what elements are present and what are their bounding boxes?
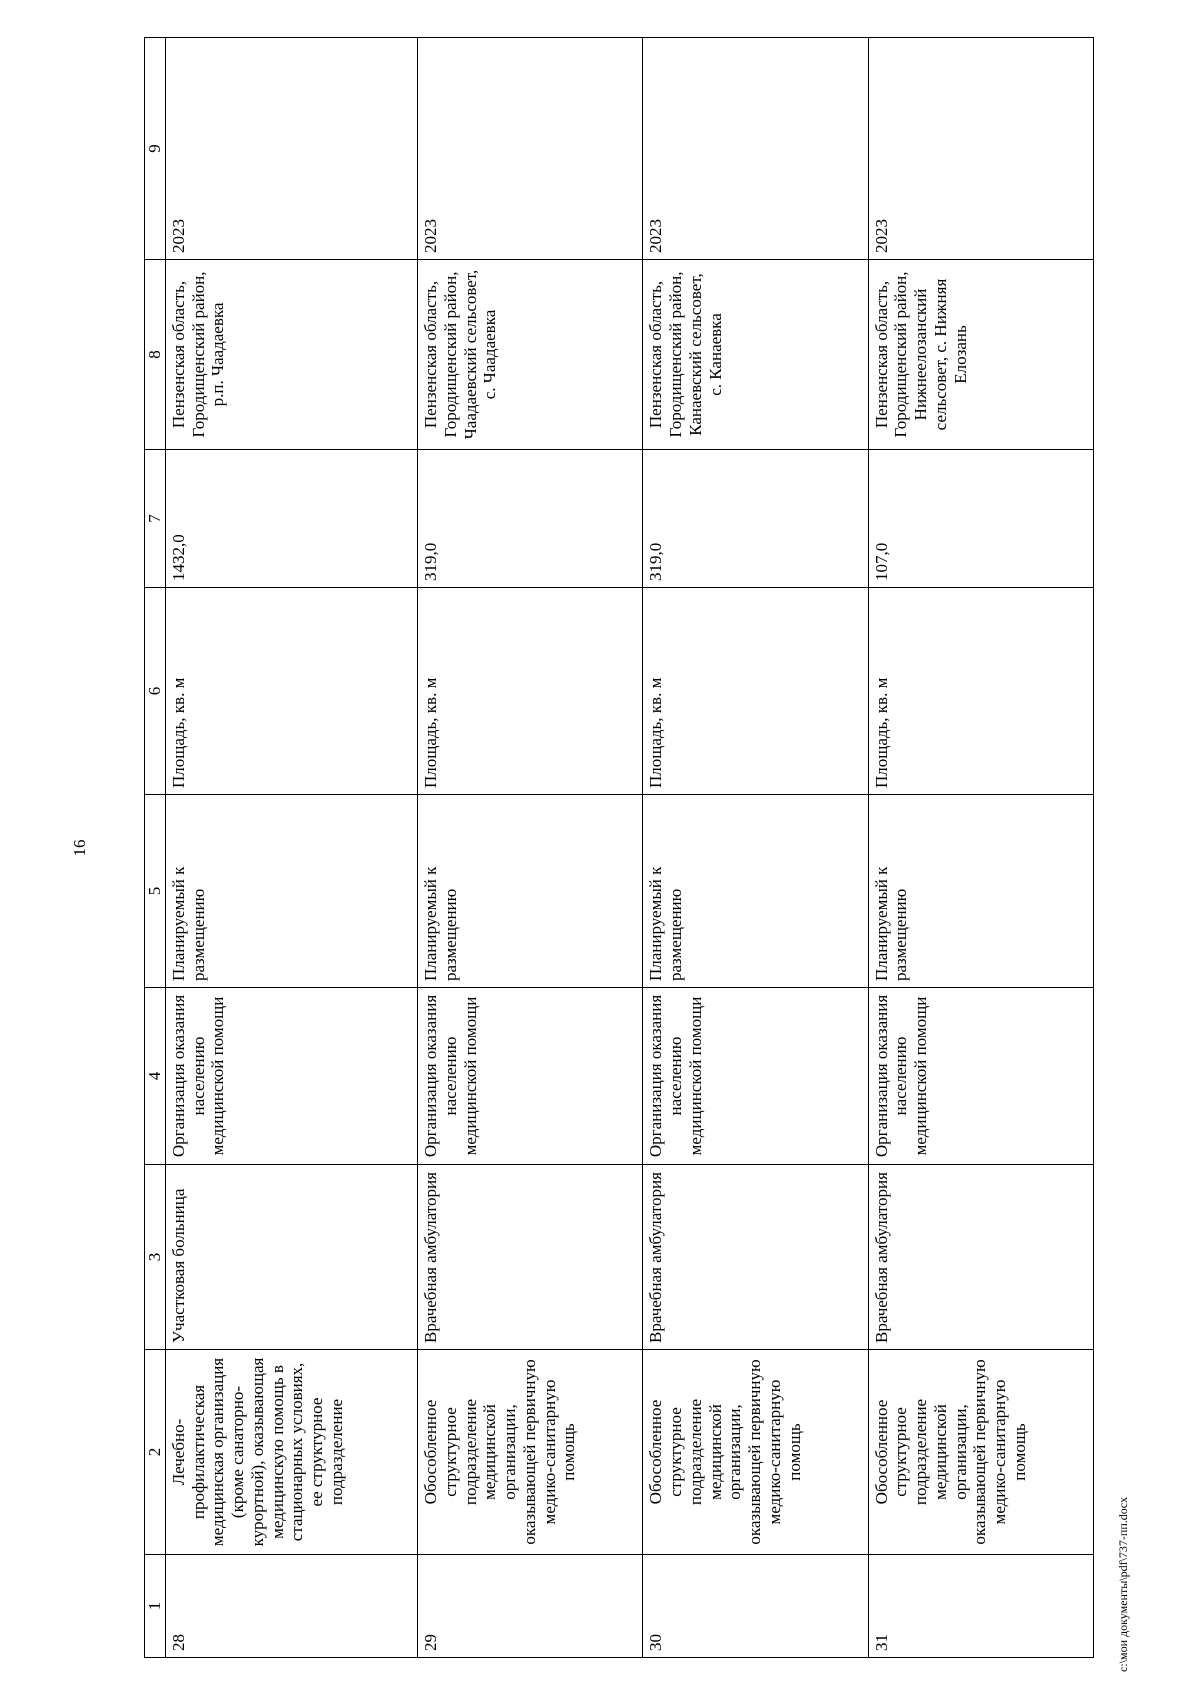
object-type-cell: Обособленное структурное подразделение медицинской организации, оказывающей первичную медико-санитарную помощь <box>643 1350 868 1555</box>
purpose-cell: Организация оказания населению медицинской помощи <box>166 988 418 1165</box>
column-number: 2 <box>145 1350 166 1555</box>
value-cell: 319,0 <box>418 450 643 588</box>
value-cell: 1432,0 <box>166 450 418 588</box>
object-name-cell: Участковая больница <box>166 1165 418 1350</box>
column-number: 7 <box>145 450 166 588</box>
object-type-cell: Лечебно-профилактическая медицинская организация (кроме санаторно-курортной), оказывающая медицинскую помощь в стационарных условиях, ее структурное подразделение <box>166 1350 418 1555</box>
purpose-cell: Организация оказания населению медицинской помощи <box>868 988 1093 1165</box>
status-cell: Планируемый к размещению <box>643 795 868 988</box>
year-cell: 2023 <box>166 38 418 260</box>
column-number-row <box>145 38 166 1658</box>
indicator-cell: Площадь, кв. м <box>418 588 643 795</box>
indicator-cell: Площадь, кв. м <box>868 588 1093 795</box>
row-number-cell: 31 <box>868 1555 1093 1658</box>
column-number: 3 <box>145 1165 166 1350</box>
column-number: 4 <box>145 988 166 1165</box>
purpose-cell: Организация оказания населению медицинской помощи <box>418 988 643 1165</box>
column-number: 9 <box>145 38 166 260</box>
row-number-cell: 28 <box>166 1555 418 1658</box>
object-name-cell: Врачебная амбулатория <box>418 1165 643 1350</box>
column-number: 5 <box>145 795 166 988</box>
object-type-cell: Обособленное структурное подразделение медицинской организации, оказывающей первичную медико-санитарную помощь <box>418 1350 643 1555</box>
location-cell: Пензенская область, Городищенский район, Канаевский сельсовет, с. Канаевка <box>643 260 868 450</box>
location-cell: Пензенская область, Городищенский район, р.п. Чаадаевка <box>166 260 418 450</box>
status-cell: Планируемый к размещению <box>166 795 418 988</box>
year-cell: 2023 <box>643 38 868 260</box>
year-cell: 2023 <box>418 38 643 260</box>
purpose-cell: Организация оказания населению медицинской помощи <box>643 988 868 1165</box>
table-row <box>166 38 418 1658</box>
table-row <box>643 38 868 1658</box>
status-cell: Планируемый к размещению <box>418 795 643 988</box>
year-cell: 2023 <box>868 38 1093 260</box>
registry-table-container <box>144 38 1094 1658</box>
value-cell: 107,0 <box>868 450 1093 588</box>
location-cell: Пензенская область, Городищенский район, Нижнеелозанский сельсовет, с. Нижняя Елозань <box>868 260 1093 450</box>
value-cell: 319,0 <box>643 450 868 588</box>
column-number: 1 <box>145 1555 166 1658</box>
table-row <box>868 38 1093 1658</box>
object-name-cell: Врачебная амбулатория <box>868 1165 1093 1350</box>
indicator-cell: Площадь, кв. м <box>643 588 868 795</box>
document-file-path: c:\мои документы\pdf\737-пп.docx <box>1116 1496 1130 1672</box>
row-number-cell: 29 <box>418 1555 643 1658</box>
object-type-cell: Обособленное структурное подразделение медицинской организации, оказывающей первичную медико-санитарную помощь <box>868 1350 1093 1555</box>
column-number: 8 <box>145 260 166 450</box>
column-number: 6 <box>145 588 166 795</box>
object-name-cell: Врачебная амбулатория <box>643 1165 868 1350</box>
row-number-cell: 30 <box>643 1555 868 1658</box>
indicator-cell: Площадь, кв. м <box>166 588 418 795</box>
status-cell: Планируемый к размещению <box>868 795 1093 988</box>
location-cell: Пензенская область, Городищенский район, Чаадаевский сельсовет, с. Чаадаевка <box>418 260 643 450</box>
registry-table <box>144 37 1094 1658</box>
page-number: 16 <box>70 839 89 857</box>
table-row <box>418 38 643 1658</box>
